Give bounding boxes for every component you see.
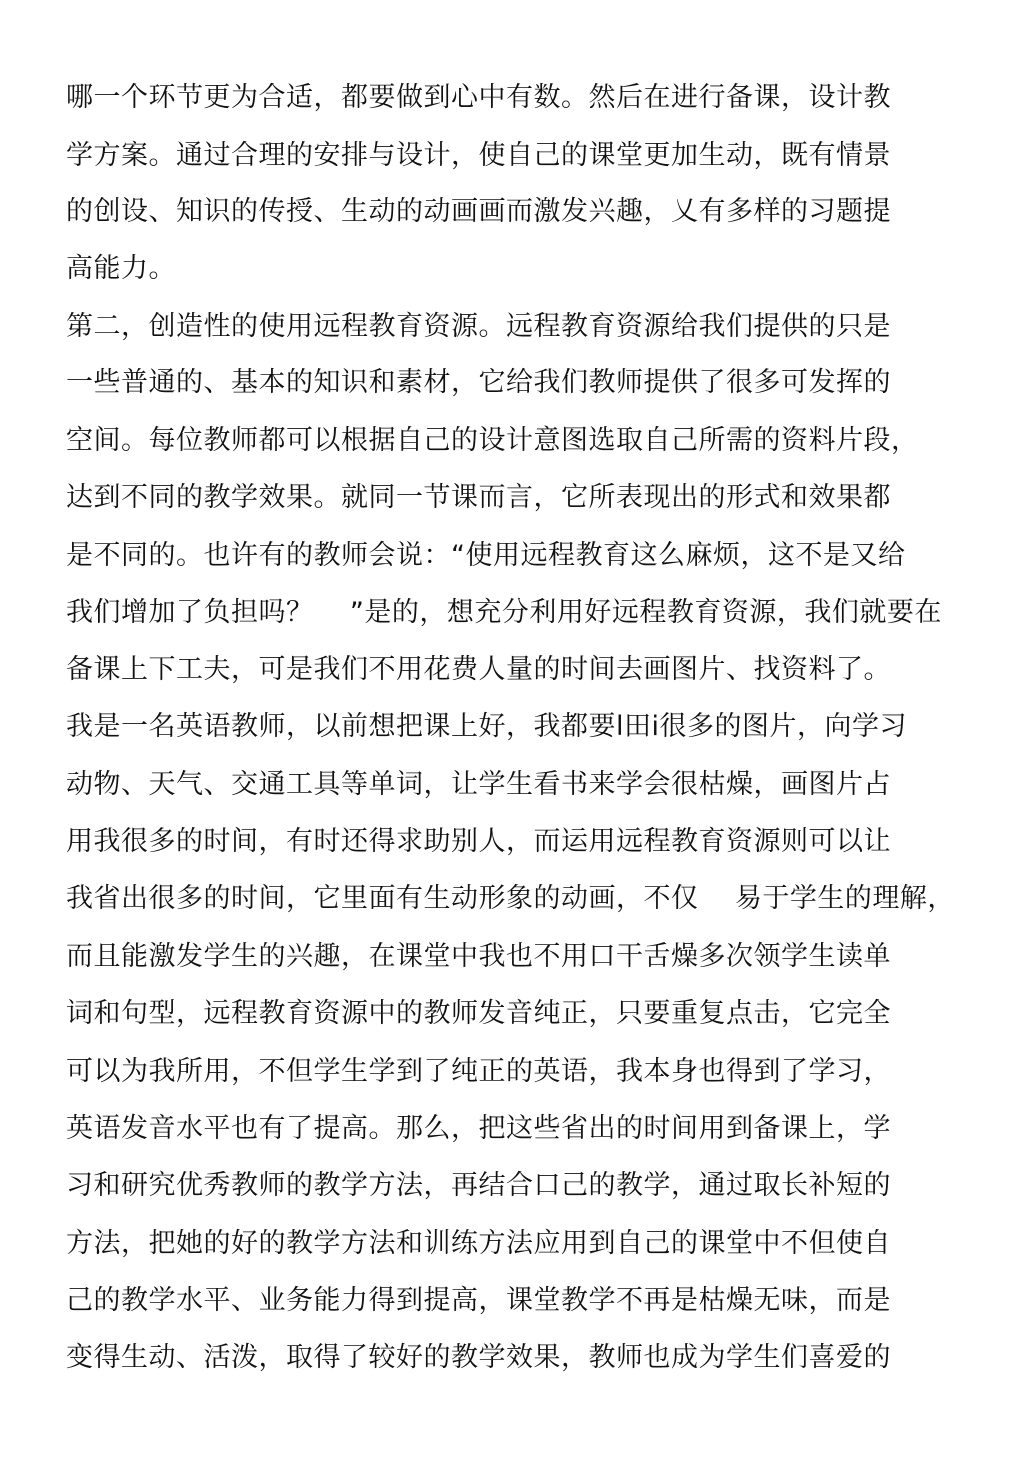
text-line: 第二，创造性的使用远程教育资源。远程教育资源给我们提供的只是	[66, 311, 891, 342]
text-line: 我是一名英语教师，以前想把课上好，我都要l田i很多的图片，向学习	[66, 711, 908, 742]
text-line: 学方案。通过合理的安排与设计，使自己的课堂更加生动，既有情景	[66, 140, 891, 171]
text-line: 达到不同的教学效果。就同一节课而言，它所表现出的形式和效果都	[66, 482, 891, 513]
text-line: 可以为我所用，不但学生学到了纯正的英语，我本身也得到了学习，	[66, 1056, 891, 1087]
text-line: 用我很多的时间，有时还得求助别人，而运用远程教育资源则可以让	[66, 826, 891, 857]
text-line: 动物、天气、交通工具等单词，让学生看书来学会很枯燥，画图片占	[66, 769, 891, 800]
text-line: 方法，把她的好的教学方法和训练方法应用到自己的课堂中不但使自	[66, 1228, 891, 1259]
text-line: 的创设、知识的传授、生动的动画画而激发兴趣，乂有多样的习题提	[66, 196, 891, 227]
text-line: 变得生动、活泼，取得了较好的教学效果，教师也成为学生们喜爱的	[66, 1342, 891, 1373]
text-line: 我们增加了负担吗？ ”是的，想充分利用好远程教育资源，我们就要在	[66, 597, 942, 628]
text-line: 备课上下工夫，可是我们不用花费人量的时间去画图片、找资料了。	[66, 654, 891, 685]
text-line: 英语发音水平也有了提高。那么，把这些省出的时间用到备课上，学	[66, 1113, 891, 1144]
text-line: 高能力。	[66, 253, 176, 284]
text-line: 我省出很多的时间，它里面有生动形象的动画，不仅 易于学生的理解，	[66, 883, 955, 914]
text-line: 哪一个环节更为合适，都要做到心中有数。然后在进行备课，设计教	[66, 82, 891, 113]
text-line: 而且能激发学生的兴趣，在课堂中我也不用口干舌燥多次领学生读单	[66, 941, 891, 972]
text-line: 习和研究优秀教师的教学方法，再结合口己的教学，通过取长补短的	[66, 1170, 891, 1201]
text-line: 己的教学水平、业务能力得到提高，课堂教学不再是枯燥无味，而是	[66, 1285, 891, 1316]
text-line: 空间。每位教师都可以根据自己的设计意图选取自己所需的资料片段，	[66, 425, 919, 456]
text-line: 一些普通的、基本的知识和素材，它给我们教师提供了很多可发挥的	[66, 367, 891, 398]
text-line: 词和句型，远程教育资源中的教师发音纯正，只要重复点击，它完全	[66, 998, 891, 1029]
text-line: 是不同的。也许有的教师会说：“使用远程教育这么麻烦，这不是又给	[66, 540, 906, 571]
